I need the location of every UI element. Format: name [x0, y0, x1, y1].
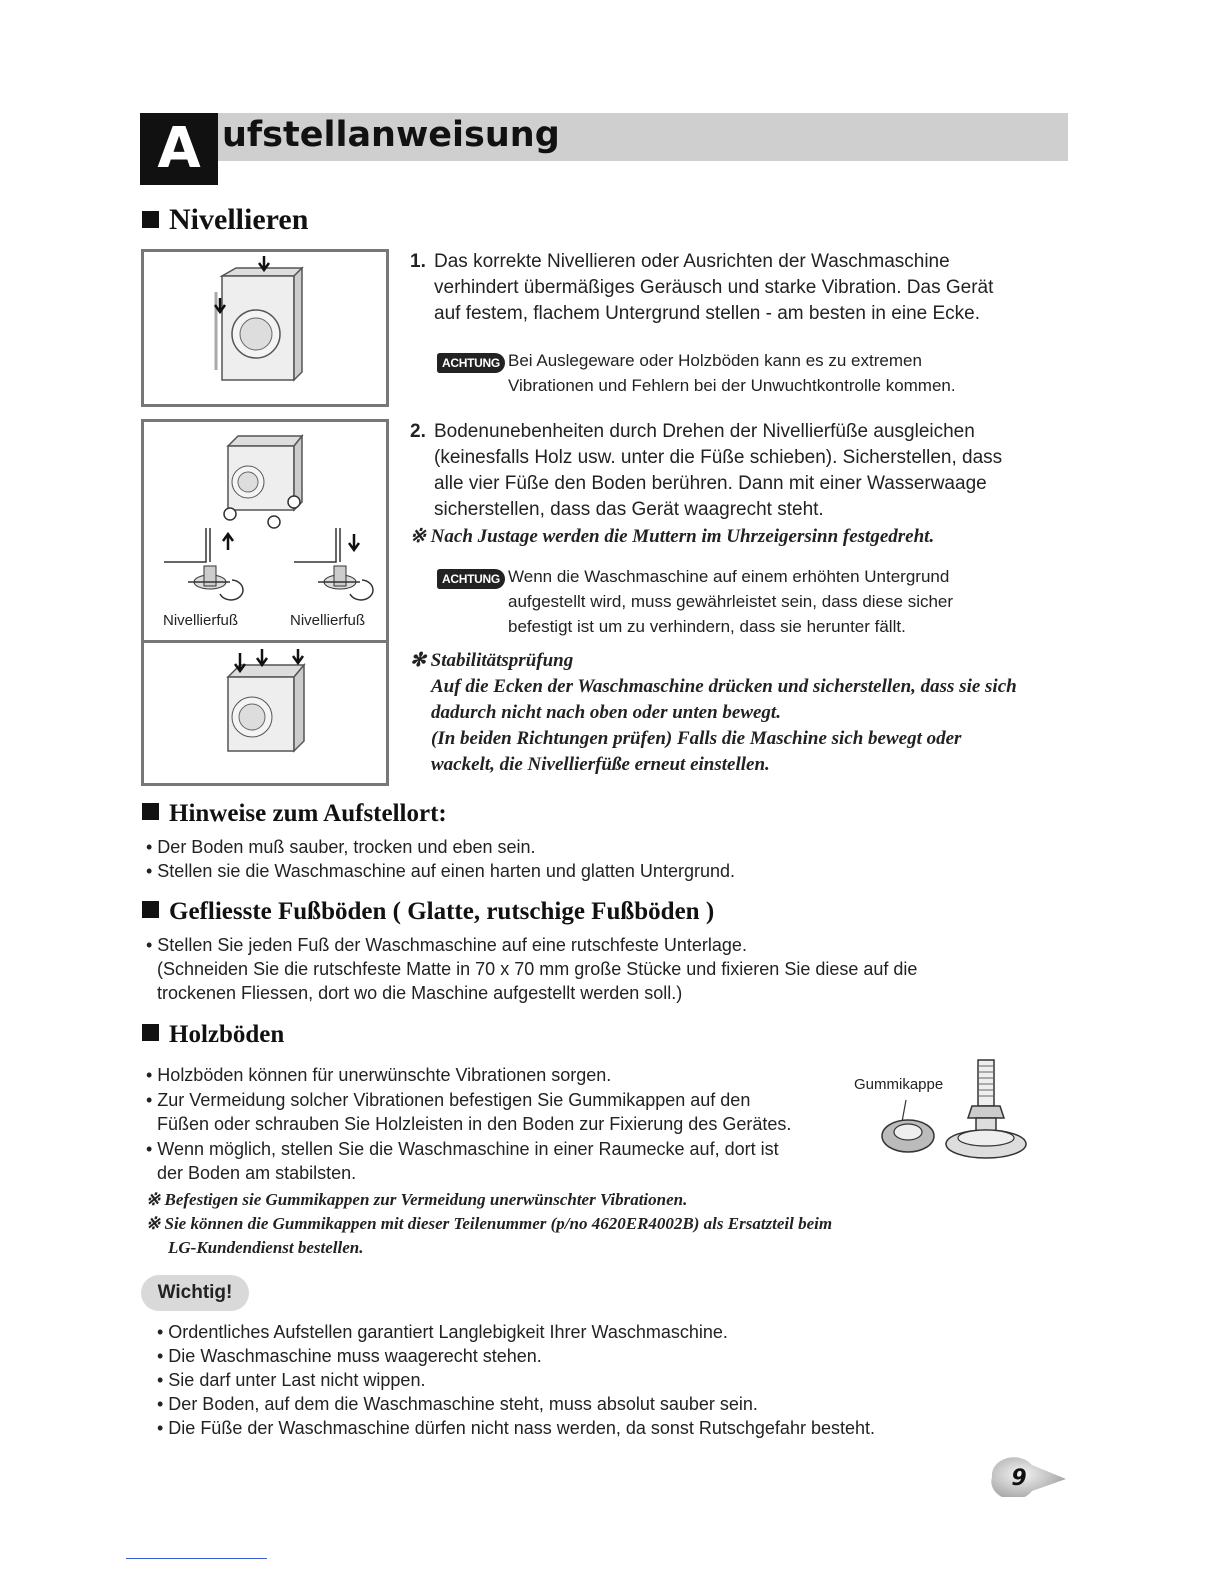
holz-line: • Holzböden können für unerwünschte Vibrationen sorgen.	[146, 1065, 612, 1085]
step-2-line: (keinesfalls Holz usw. unter die Füße schieben). Sicherstellen, dass	[434, 447, 1003, 468]
important-label: Wichtig!	[141, 1275, 249, 1311]
stability-check	[410, 648, 1070, 778]
holz-note: ※ Befestigen sie Gummikappen zur Vermeidung unerwünschter Vibrationen.	[146, 1190, 688, 1209]
step-1-line: Das korrekte Nivellieren oder Ausrichten der Waschmaschine	[434, 251, 950, 272]
step-1-line: verhindert übermäßiges Geräusch und starke Vibration. Das Gerät	[434, 277, 994, 298]
holz-line: Füßen oder schrauben Sie Holzleisten in den Boden zur Fixierung des Gerätes.	[157, 1114, 792, 1134]
caution-1-line: Vibrationen und Fehlern bei der Unwuchtkontrolle kommen.	[508, 376, 956, 395]
header-initial: A	[140, 113, 218, 185]
square-bullet-icon	[142, 211, 159, 228]
step-2	[410, 419, 1060, 523]
rubber-cap-foot-illustration	[876, 1056, 1036, 1166]
stability-title: ✻ Stabilitätsprüfung	[410, 650, 574, 671]
step-1	[410, 249, 1060, 327]
list-item: • Der Boden, auf dem die Waschmaschine steht, muss absolut sauber sein.	[157, 1394, 758, 1414]
square-bullet-icon	[142, 1024, 159, 1041]
step-1-line: auf festem, flachem Untergrund stellen - am besten in eine Ecke.	[434, 303, 980, 324]
levelling-feet-illustration	[144, 422, 386, 640]
caution-badge-2	[437, 569, 505, 589]
section-heading-holzboeden: Holzböden	[142, 1021, 284, 1049]
caution-badge-1	[437, 353, 505, 373]
stability-line: (In beiden Richtungen prüfen) Falls die Maschine sich bewegt oder	[431, 728, 962, 749]
footer-rule	[126, 1558, 267, 1559]
caution-2-line: Wenn die Waschmaschine auf einem erhöhten Untergrund	[508, 567, 950, 586]
caution-text-1	[508, 348, 1048, 398]
page-title: ufstellanweisung	[222, 115, 560, 155]
holz-note: ※ Sie können die Gummikappen mit dieser Teilenummer (p/no 4620ER4002B) als Ersatzteil beim	[146, 1214, 833, 1233]
holz-notes	[146, 1188, 832, 1260]
list-item: • Ordentliches Aufstellen garantiert Langlebigkeit Ihrer Waschmaschine.	[157, 1322, 728, 1342]
square-bullet-icon	[142, 901, 159, 918]
caution-1-line: Bei Auslegeware oder Holzböden kann es zu extremen	[508, 351, 922, 370]
square-bullet-icon	[142, 803, 159, 820]
figure-washer-corner	[141, 249, 389, 407]
hinweise-list	[146, 835, 735, 883]
holz-line: • Wenn möglich, stellen Sie die Waschmaschine in einer Raumecke auf, dort ist	[146, 1138, 779, 1159]
list-item: • Sie darf unter Last nicht wippen.	[157, 1370, 426, 1390]
stability-line: Auf die Ecken der Waschmaschine drücken und sicherstellen, dass sie sich	[431, 676, 1017, 697]
step-2-number: 2.	[410, 421, 426, 442]
list-item: • Die Füße der Waschmaschine dürfen nicht nass werden, da sonst Rutschgefahr besteht.	[157, 1418, 875, 1438]
gefliesste-line: trockenen Fliessen, dort wo die Maschine aufgestellt werden soll.)	[157, 983, 683, 1003]
figure-levelling-feet	[141, 419, 389, 643]
section-heading-gefliesste: Gefliesste Fußböden ( Glatte, rutschige Fußböden )	[142, 898, 714, 926]
step-2-line: sicherstellen, dass das Gerät waagrecht steht.	[434, 499, 824, 520]
step-1-number: 1.	[410, 251, 426, 272]
caution-text-2	[508, 564, 1048, 639]
holz-text	[146, 1063, 791, 1186]
holz-line: • Zur Vermeidung solcher Vibrationen befestigen Sie Gummikappen auf den	[146, 1089, 751, 1110]
step-2-line: Bodenunebenheiten durch Drehen der Nivellierfüße ausgleichen	[434, 421, 975, 442]
section-heading-nivellieren: Nivellieren	[142, 203, 308, 237]
figure-label-left: Nivellierfuß	[163, 612, 239, 629]
page-number-badge	[988, 1457, 1066, 1497]
washer-corner-illustration	[144, 252, 386, 404]
figure-stability-check	[141, 640, 389, 786]
list-item: • Stellen sie die Waschmaschine auf einen harten und glatten Untergrund.	[146, 861, 735, 881]
gefliesste-line: (Schneiden Sie die rutschfeste Matte in 70 x 70 mm große Stücke und fixieren Sie diese auf die	[157, 959, 918, 979]
warning-badge-icon: ACHTUNG	[437, 353, 505, 373]
section-heading-hinweise: Hinweise zum Aufstellort:	[142, 800, 447, 828]
caution-2-line: befestigt ist um zu verhindern, dass sie herunter fällt.	[508, 617, 906, 636]
gefliesste-text	[146, 933, 917, 1005]
figure-label-right: Nivellierfuß	[290, 612, 366, 629]
step-2-line: alle vier Füße den Boden berühren. Dann mit einer Wasserwaage	[434, 473, 987, 494]
holz-note: LG-Kundendienst bestellen.	[168, 1238, 364, 1257]
note-muttern: ※ Nach Justage werden die Muttern im Uhrzeigersinn festgedreht.	[410, 526, 935, 547]
stability-line: wackelt, die Nivellierfüße erneut einstellen.	[431, 754, 770, 775]
stability-line: dadurch nicht nach oben oder unten bewegt.	[431, 702, 781, 723]
warning-badge-icon: ACHTUNG	[437, 569, 505, 589]
rubber-cap-label: Gummikappe	[854, 1076, 944, 1093]
list-item: • Der Boden muß sauber, trocken und eben sein.	[146, 837, 536, 857]
list-item: • Die Waschmaschine muss waagerecht stehen.	[157, 1346, 542, 1366]
gefliesste-line: • Stellen Sie jeden Fuß der Waschmaschine auf eine rutschfeste Unterlage.	[146, 935, 747, 955]
stability-check-illustration	[144, 643, 386, 783]
page-number: 9	[1011, 1466, 1027, 1491]
important-list	[157, 1320, 875, 1440]
caution-2-line: aufgestellt wird, muss gewährleistet sein, dass diese sicher	[508, 592, 954, 611]
holz-line: der Boden am stabilsten.	[157, 1163, 357, 1183]
